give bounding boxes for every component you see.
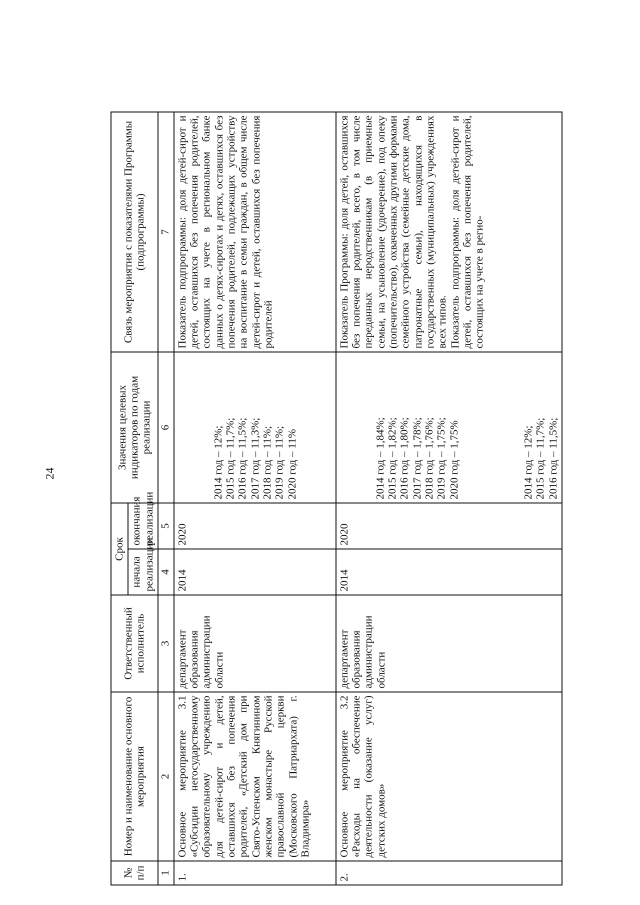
indicator-list <box>174 352 336 503</box>
end-year: 2020 <box>336 503 562 549</box>
col-number: 6 <box>158 352 174 503</box>
measures-table <box>111 112 563 886</box>
col-number: 7 <box>158 112 174 352</box>
indicator-value: 2018 год – 1,76%; <box>423 417 436 500</box>
header-link: Связь мероприятия с показателями Программы (подпрограммы) <box>111 112 158 352</box>
header-end: окончания реализации <box>128 503 158 549</box>
executor: департамент образования администрации области <box>174 595 336 692</box>
indicator-value: 2014 год – 12%; <box>522 425 535 500</box>
indicator-list <box>336 352 562 503</box>
col-number: 2 <box>158 692 174 861</box>
measure-name: Основное мероприятие 3.1 «Субсидии негосударственному образовательному учреждению для детей-сирот и детей, оставшихся без попечения родителей, «Детский дом при Свято-Успенском Княгинином женском монастыре Русской православной церкви (Московского Патриархата) г. Владимира» <box>174 692 336 861</box>
end-year: 2020 <box>174 503 336 549</box>
indicator-value: 2015 год – 1,82%; <box>386 417 399 500</box>
start-year: 2014 <box>336 549 562 595</box>
indicator-value: 2017 год – 1,78%; <box>411 417 424 500</box>
row-number: 1. <box>174 861 336 885</box>
indicator-value: 2016 год – 11,5%; <box>236 417 249 500</box>
program-link <box>336 112 562 352</box>
col-number: 4 <box>158 549 174 595</box>
header-term: Срок <box>111 503 128 595</box>
measure-name: Основное мероприятие 3.2 «Расходы на обеспечение деятельности (оказание услуг) детских домов» <box>336 692 562 861</box>
indicator-value: 2020 год – 1,75% <box>448 420 461 500</box>
indicator-value: 2016 год – 1,80%; <box>398 417 411 500</box>
header-num: № п/п <box>111 861 158 885</box>
table-row <box>336 112 562 885</box>
header-start: начала реализации <box>128 549 158 595</box>
row-number: 2. <box>336 861 562 885</box>
header-name: Номер и наименование основного мероприятия <box>111 692 158 861</box>
col-number: 3 <box>158 595 174 692</box>
indicator-value: 2020 год – 11% <box>286 428 299 500</box>
executor: департамент образования администрации области <box>336 595 562 692</box>
indicator-value: 2017 год – 11,3%; <box>249 417 262 500</box>
col-number: 5 <box>158 503 174 549</box>
header-indicators: Значения целевых индикаторов по годам реализации <box>111 352 158 503</box>
header-row <box>111 112 128 885</box>
rotated-table-container <box>111 113 565 886</box>
indicator-value: 2019 год – 1,75%; <box>435 417 448 500</box>
table-row <box>174 112 336 885</box>
indicator-value: 2016 год – 11,5%; <box>547 417 560 500</box>
indicator-value: 2014 год – 1,84%; <box>374 417 387 500</box>
program-indicator-text: Показатель Программы: доля детей, оставшихся без попечения родителей, всего, в том числе переданных неродственникам (в приемные семьи, на усыновление (удочерение), под опеку (попечительство), охваченных другими формами семейного устройства (семейные детские дома, патронатные семьи), находящихся в государственных (муниципальных) учреждениях всех типов. <box>338 115 449 349</box>
col-number: 1 <box>158 861 174 885</box>
page-number: 24 <box>42 467 57 480</box>
column-number-row <box>158 112 174 885</box>
subprogram-indicator-text: Показатель подпрограммы: доля детей-сирот и детей, оставшихся без попечения родителей, состоящих на учете в регио- <box>449 115 486 349</box>
program-link: Показатель подпрограммы: доля детей-сирот и детей, оставшихся без попечения родителей, состоящих на учете в региональном банке данных о детях-сиротах и детях, оставшихся без попечения родителей, подлежащих устройству на воспитание в семьи граждан, в общем числе детей-сирот и детей, оставшихся без попечения родителей <box>174 112 336 352</box>
header-executor: Ответственный исполнитель <box>111 595 158 692</box>
indicator-value: 2014 год – 12%; <box>212 425 225 500</box>
indicator-value: 2015 год – 11,7%; <box>224 417 237 500</box>
indicator-value: 2015 год – 11,7%; <box>534 417 547 500</box>
start-year: 2014 <box>174 549 336 595</box>
indicator-value: 2019 год – 11%; <box>273 425 286 500</box>
indicator-value: 2018 год – 11%; <box>261 425 274 500</box>
